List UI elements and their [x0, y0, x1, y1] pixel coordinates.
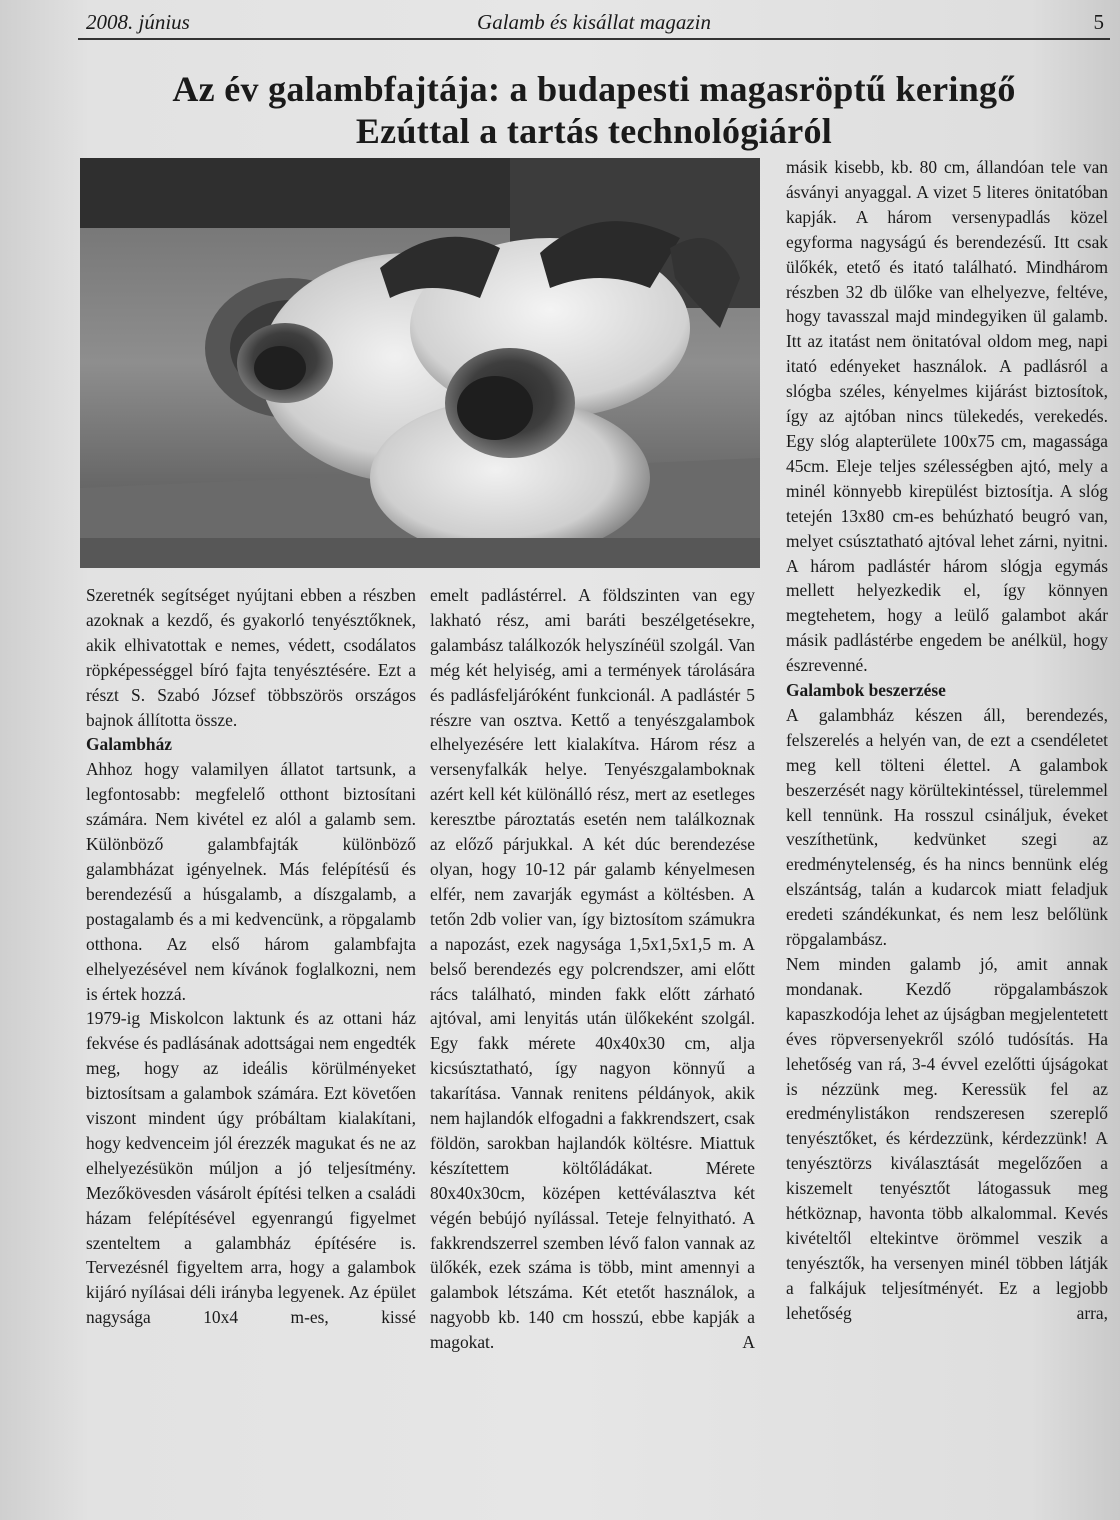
- title-line-2: Ezúttal a tartás technológiáról: [355, 111, 833, 151]
- body-paragraph: Nem minden galamb jó, amit annak mondanak. Kezdő röpgalambászok kapaszkodója lehet az újságban megjelentetett éves röpversenyekről szóló tudósítás. Ha lehetőség van rá, 3-4 évvel ezelőtti újságokat is nézzünk meg. Keressük fel az eredménylistákon rendszeresen szereplő tenyésztőket, és kérdezzünk, kérdezzünk! A tenyésztörzs kiválasztását megelőzően a kiszemelt tenyésztőt látogassuk meg hétköznap, havonta több alkalommal. Kevés kivételtől eltekintve örömmel veszik a tenyésztők, ha versenyen minél többen látják a falkájuk teljesítményét. Ez a legjobb lehetőség arra,: [786, 954, 1108, 1323]
- body-paragraph: 1979-ig Miskolcon laktunk és az ottani ház fekvése és padlásának adottságai nem engedték meg, hogy az ideális körülményeket biztosítsam a galambok számára. Ezt követően viszont mindent úgy próbáltam kialakítani, hogy kedvenceim jól érezzék magukat és ne az elhelyezésükön múljon a jó teljesítmény. Mezőkövesden vásárolt építési telken a családi házam felépítésével egyenrangú figyelmet szenteltem a galambház építésére is. Tervezésnél figyeltem arra, hogy a galambok kijáró nyílásai déli irányba legyenek. Az épület nagysága 10x4 m-es, kissé: [86, 1008, 416, 1328]
- article-title: [78, 68, 1110, 152]
- body-paragraph: emelt padlástérrel. A földszinten van egy lakható rész, ami baráti beszélgetésekre, galambász találkozók helyszínéül szolgál. Van még két helyiség, ami a termények tárolására és padlásfeljáróként funkcionál. A padlástér 5 részre van osztva. Kettő a tenyészgalambok elhelyezésére lett kialakítva. Három rész a versenyfalkák helye. Tenyészgalamboknak azért kell két különálló rész, mert az esetleges keresztbe pároztatás esetén nem találkoznak az előző párjukkal. A két dúc berendezése olyan, hogy 10-12 pár galamb kényelmesen elfér, nem zavarják egymást a költésben. A tetőn 2db volier van, így biztosítom számukra a napozást, ezek nagysága 1,5x1,5x1,5 m. A belső berendezés egy polcrendszer, ami előtt rács található, minden fakk előtt zárható ajtóval, ami lenyitás után ülőkeként szolgál. Egy fakk mérete 40x40x30 cm, alja kicsúsztatható, így nagyon könnyű a takarítása. Vannak renitens példányok, akik nem hajlandók elfogadni a fakkrendszert, csak földön, sarokban hajlandók költésre. Miattuk készítettem költőládákat. Mérete 80x40x30cm, középen kettéválasztva két végén bebújó nyílással. Teteje felnyitható. A fakkrendszerrel szemben lévő falon vannak az ülőkék, ezek száma is több, mint amennyi a galambok létszáma. Két etetőt használok, a nagyobb kb. 140 cm hosszú, ebbe kapják a magokat. A: [430, 585, 755, 1353]
- body-paragraph: Ahhoz hogy valamilyen állatot tartsunk, a legfontosabb: megfelelő otthont biztosítani számára. Nem kivétel ez alól a galamb sem. Különböző galambfajták különböző galambházat igényelnek. Más felépítésű és berendezésű a húsgalamb, a díszgalamb, a postagalamb és a mi kedvencünk, a röpgalamb otthona. Az első három galambfajta elhelyezésével nem kívánok foglalkozni, nem is értek hozzá.: [86, 759, 416, 1004]
- page-number: 5: [1093, 10, 1104, 34]
- article-column-2: [430, 583, 755, 1355]
- section-heading-galambok-beszerzese: Galambok beszerzése: [786, 680, 946, 701]
- issue-date: 2008. június: [86, 10, 190, 34]
- pigeon-photo-illustration: [80, 158, 760, 568]
- body-paragraph: másik kisebb, kb. 80 cm, állandóan tele van ásványi anyaggal. A vizet 5 literes önitatóban kapják. A három versenypadlás közel egyforma nagyságú és berendezésű. Itt csak ülőkék, etető és itató található. Mindhárom részben 32 db ülőke van elhelyezve, feltéve, hogy tavasszal majd mindegyiken ül galamb. Itt az itatást nem önitatóval oldom meg, napi itató edényeket használok. A padlásról a slógba széles, kényelmes kijárást biztosítok, így az ajtóban nincs tülekedés, verekedés. Egy slóg alapterülete 100x75 cm, magassága 45cm. Eleje teljes szélességben ajtó, mely a minél könnyebb kirepülést biztosítja. A slóg tetején 13x80 cm-es behúzható beugró van, melyet csúsztatható ajtóval lehet zárni, nyitni. A három padlástér három slógja egymás mellett helyezkedik el, így könnyen megtehetem, hogy a leülő galambot akár másik padlástérbe engedem be anélkül, hogy észrevenné.: [786, 157, 1108, 676]
- magazine-name: Galamb és kisállat magazin: [477, 10, 711, 34]
- body-paragraph: A galambház készen áll, berendezés, felszerelés a helyén van, de ezt a csendéletet meg kell tölteni élettel. A galambok beszerzését nagy körültekintéssel, türelemmel kell tennünk. Ha rosszul csináljuk, éveket veszíthetünk, kedvünket szegi az eredménytelenség, és ha nincs bennünk elég elszántság, talán a kudarcok miatt feladjuk eredeti szándékunkat, és nem lesz belőlünk röpgalambász.: [786, 704, 1108, 950]
- section-heading-galambhaz: Galambház: [86, 734, 172, 755]
- article-column-3: [786, 155, 1108, 1326]
- article-column-1: [86, 583, 416, 1330]
- pigeon-photo: [80, 158, 760, 568]
- page-header: [78, 8, 1110, 40]
- intro-paragraph: Szeretnék segítséget nyújtani ebben a részben azoknak a kezdő, és gyakorló tenyésztőknek, akik elhivatottak e nemes, védett, csodálatos röpképességgel bíró fajta tenyésztésére. Ezt a részt S. Szabó József többszörös országos bajnok állította össze.: [86, 585, 416, 730]
- title-line-1: Az év galambfajtája: a budapesti magasröptű keringő: [172, 69, 1016, 109]
